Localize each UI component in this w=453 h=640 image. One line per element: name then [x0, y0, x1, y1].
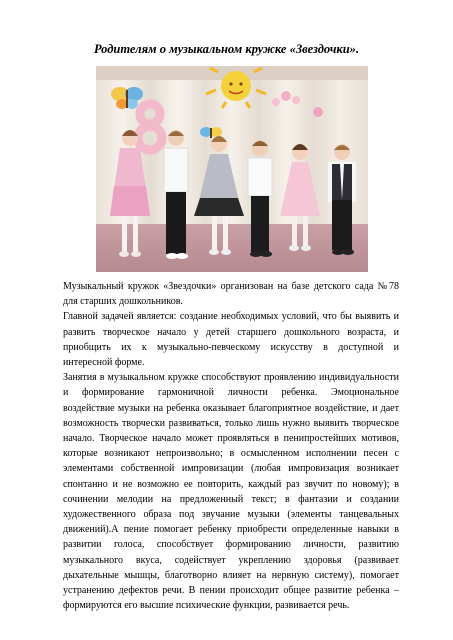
paragraph-2 [63, 309, 399, 370]
text-line: сочинении мелодии на предложенный текст; в фантазии и создании [63, 493, 399, 505]
child-figure-4 [248, 140, 272, 257]
body-text [63, 279, 399, 613]
text-line: развить творческое начало у детей старшего дошкольного возраста, и [63, 326, 399, 338]
text-line: художественного образа под звучание музыки (элементы танцевальных [63, 509, 399, 521]
page-title: Родителям о музыкальном кружке «Звездочки». [93, 42, 360, 56]
paragraph-3 [63, 370, 399, 613]
text-line: приобщить их к музыкально-певческому искусству в доступной и [63, 341, 399, 353]
text-line: музыкального вкуса, содействует укреплению здоровья (развивает [63, 554, 399, 566]
text-line: Главной задачей является: создание необходимых условий, что бы выявить и [63, 311, 399, 323]
text-line: движений).А пение помогает ребенку приобрести определенные навыки в [63, 524, 399, 536]
text-line: для старших дошкольников. [63, 296, 183, 308]
text-line: Занятия в музыкальном кружке способствуют проявлению индивидуальности [63, 372, 399, 384]
children-performance-photo [96, 66, 368, 272]
text-line: Музыкальный кружок «Звездочки» организован на базе детского сада №78 [63, 281, 399, 292]
text-line: возможность творчески развиваться, только лишь нужно выявить творческое [63, 417, 399, 429]
text-line: элементами собственной импровизации (любая импровизация возникает [63, 463, 399, 475]
text-line: которые возникают непроизвольно; в осмысленном исполнении песен с [63, 448, 399, 460]
text-line: развитии голоса, способствует формированию личности, развитию [63, 539, 399, 551]
text-line: воздействие музыки на ребенка оказывает благоприятное воздействие, и дает [63, 402, 399, 414]
text-line: устранению дефектов речи. В пении происходит общее развитие ребенка – [63, 585, 399, 597]
paragraph-1 [63, 279, 399, 309]
child-figure-2 [164, 130, 188, 259]
text-line: формируются его высшие психические функции, развивается речь. [63, 600, 350, 612]
text-line: и формирование гармоничной личности ребенка. Эмоциональное [63, 387, 399, 399]
text-line: начало. Творческое начало может проявляться в пенипростейших мотивов, [63, 433, 399, 445]
text-line: дыхательные мышцы, благотворно влияет на нервную систему), помогает [63, 569, 399, 581]
text-line: интересной форме. [63, 357, 145, 369]
text-line: спонтанно и не возможно ее повторить, каждый раз звучит по новому); в [63, 478, 399, 490]
